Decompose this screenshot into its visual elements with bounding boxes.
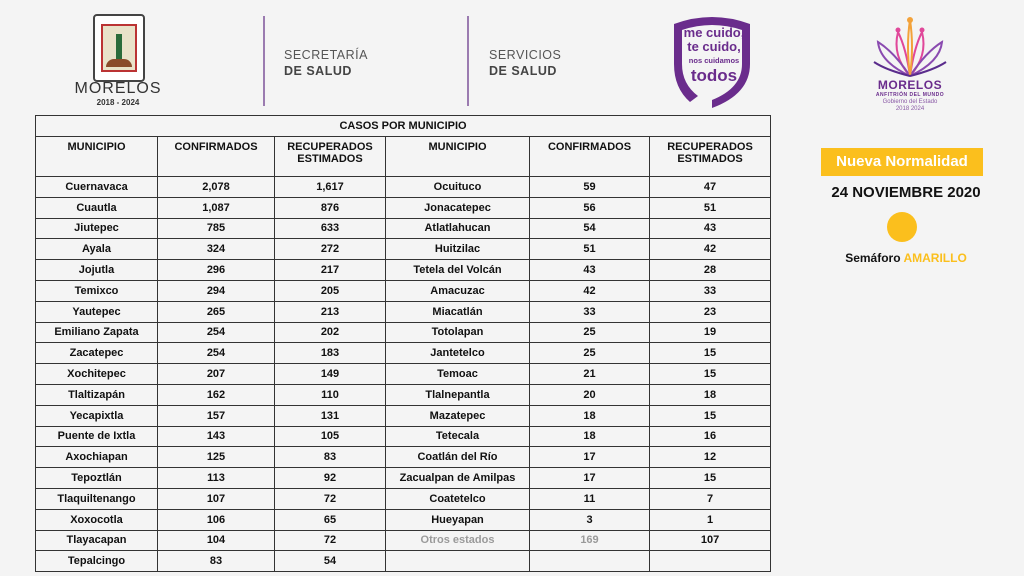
table-caption-row bbox=[36, 116, 771, 137]
cell-recuperados: 149 bbox=[275, 364, 386, 385]
cell-recuperados: 876 bbox=[275, 197, 386, 218]
cell-municipio: Jojutla bbox=[36, 260, 158, 281]
campaign-slogan: me cuido, te cuido, nos cuidamos todos bbox=[683, 25, 745, 85]
table-row bbox=[36, 551, 771, 572]
morelos-flower-logo-icon bbox=[872, 12, 948, 82]
cell-recuperados: 205 bbox=[275, 280, 386, 301]
table-row bbox=[36, 426, 771, 447]
cell-confirmados: 83 bbox=[158, 551, 275, 572]
cell-recuperados: 51 bbox=[650, 197, 771, 218]
cell-recuperados: 72 bbox=[275, 530, 386, 551]
gov-name: MORELOS bbox=[877, 78, 943, 92]
cell-confirmados: 20 bbox=[530, 384, 650, 405]
cell-municipio: Jantetelco bbox=[386, 343, 530, 364]
table-row bbox=[36, 447, 771, 468]
cell-municipio: Huitzilac bbox=[386, 239, 530, 260]
table-row bbox=[36, 405, 771, 426]
cell-municipio: Totolapan bbox=[386, 322, 530, 343]
cell-confirmados: 2,078 bbox=[158, 177, 275, 198]
secretaria-de-salud: SECRETARÍA DE SALUD bbox=[284, 48, 368, 78]
cell-confirmados: 169 bbox=[530, 530, 650, 551]
table-row bbox=[36, 468, 771, 489]
servicios-de-salud: SERVICIOS DE SALUD bbox=[489, 48, 562, 78]
cell-recuperados: 15 bbox=[650, 343, 771, 364]
cell-recuperados: 272 bbox=[275, 239, 386, 260]
cell-recuperados: 83 bbox=[275, 447, 386, 468]
cell-confirmados: 59 bbox=[530, 177, 650, 198]
semaforo-status bbox=[806, 251, 1006, 265]
table-row bbox=[36, 364, 771, 385]
cell-municipio: Xochitepec bbox=[36, 364, 158, 385]
cell-recuperados: 15 bbox=[650, 405, 771, 426]
cell-confirmados: 54 bbox=[530, 218, 650, 239]
col-header-municipio: MUNICIPIO bbox=[36, 137, 158, 177]
cell-municipio bbox=[386, 551, 530, 572]
header-divider bbox=[467, 16, 469, 106]
cell-recuperados: 131 bbox=[275, 405, 386, 426]
cell-recuperados: 72 bbox=[275, 488, 386, 509]
table-row bbox=[36, 197, 771, 218]
cell-confirmados: 265 bbox=[158, 301, 275, 322]
cell-recuperados: 217 bbox=[275, 260, 386, 281]
cell-confirmados: 3 bbox=[530, 509, 650, 530]
nueva-normalidad-badge: Nueva Normalidad bbox=[821, 148, 983, 176]
cell-municipio: Ocuituco bbox=[386, 177, 530, 198]
cell-recuperados: 213 bbox=[275, 301, 386, 322]
state-name: MORELOS bbox=[74, 80, 162, 97]
cell-recuperados bbox=[650, 551, 771, 572]
semaforo-value: AMARILLO bbox=[903, 251, 967, 265]
cell-confirmados: 25 bbox=[530, 343, 650, 364]
table-row bbox=[36, 384, 771, 405]
table-row bbox=[36, 218, 771, 239]
cell-confirmados: 18 bbox=[530, 405, 650, 426]
table-row bbox=[36, 301, 771, 322]
table-row bbox=[36, 177, 771, 198]
cell-municipio: Amacuzac bbox=[386, 280, 530, 301]
cell-recuperados: 33 bbox=[650, 280, 771, 301]
cell-municipio: Atlatlahucan bbox=[386, 218, 530, 239]
cell-confirmados: 21 bbox=[530, 364, 650, 385]
cell-recuperados: 42 bbox=[650, 239, 771, 260]
cell-confirmados: 25 bbox=[530, 322, 650, 343]
state-coat-of-arms bbox=[93, 14, 145, 82]
cell-confirmados: 324 bbox=[158, 239, 275, 260]
header-divider bbox=[263, 16, 265, 106]
table-header-row bbox=[36, 137, 771, 177]
cell-municipio: Puente de Ixtla bbox=[36, 426, 158, 447]
cell-recuperados: 92 bbox=[275, 468, 386, 489]
cell-municipio: Temixco bbox=[36, 280, 158, 301]
state-years: 2018 - 2024 bbox=[96, 98, 140, 107]
cell-confirmados: 33 bbox=[530, 301, 650, 322]
cell-municipio: Tlalnepantla bbox=[386, 384, 530, 405]
cell-confirmados: 294 bbox=[158, 280, 275, 301]
col-header-confirmados: CONFIRMADOS bbox=[530, 137, 650, 177]
cell-confirmados: 43 bbox=[530, 260, 650, 281]
cell-confirmados: 1,087 bbox=[158, 197, 275, 218]
cell-recuperados: 23 bbox=[650, 301, 771, 322]
table-row bbox=[36, 239, 771, 260]
cell-municipio: Miacatlán bbox=[386, 301, 530, 322]
cell-recuperados: 105 bbox=[275, 426, 386, 447]
cell-recuperados: 1,617 bbox=[275, 177, 386, 198]
cell-municipio: Jonacatepec bbox=[386, 197, 530, 218]
gov-subtitle: Gobierno del Estado 2018 2024 bbox=[882, 99, 938, 112]
cell-confirmados bbox=[530, 551, 650, 572]
cell-municipio: Cuernavaca bbox=[36, 177, 158, 198]
cell-confirmados: 56 bbox=[530, 197, 650, 218]
cell-municipio: Yautepec bbox=[36, 301, 158, 322]
cell-municipio: Temoac bbox=[386, 364, 530, 385]
semaforo-label: Semáforo bbox=[845, 251, 901, 265]
report-date: 24 NOVIEMBRE 2020 bbox=[831, 184, 981, 201]
cell-municipio: Hueyapan bbox=[386, 509, 530, 530]
cell-confirmados: 125 bbox=[158, 447, 275, 468]
cell-confirmados: 254 bbox=[158, 343, 275, 364]
cell-recuperados: 28 bbox=[650, 260, 771, 281]
table-row bbox=[36, 488, 771, 509]
cell-municipio: Tepalcingo bbox=[36, 551, 158, 572]
table-row bbox=[36, 260, 771, 281]
col-header-municipio: MUNICIPIO bbox=[386, 137, 530, 177]
col-header-recuperados: RECUPERADOS ESTIMADOS bbox=[275, 137, 386, 177]
cell-recuperados: 43 bbox=[650, 218, 771, 239]
table-caption: CASOS POR MUNICIPIO bbox=[36, 116, 771, 137]
cell-confirmados: 162 bbox=[158, 384, 275, 405]
cell-confirmados: 104 bbox=[158, 530, 275, 551]
cell-recuperados: 107 bbox=[650, 530, 771, 551]
cell-municipio: Ayala bbox=[36, 239, 158, 260]
cell-municipio: Emiliano Zapata bbox=[36, 322, 158, 343]
cell-municipio: Tetecala bbox=[386, 426, 530, 447]
cell-recuperados: 633 bbox=[275, 218, 386, 239]
cell-municipio: Otros estados bbox=[386, 530, 530, 551]
cell-recuperados: 1 bbox=[650, 509, 771, 530]
cell-confirmados: 11 bbox=[530, 488, 650, 509]
table-row bbox=[36, 322, 771, 343]
cell-confirmados: 17 bbox=[530, 447, 650, 468]
cell-recuperados: 15 bbox=[650, 364, 771, 385]
cell-municipio: Tlayacapan bbox=[36, 530, 158, 551]
col-header-confirmados: CONFIRMADOS bbox=[158, 137, 275, 177]
cell-municipio: Tlaltizapán bbox=[36, 384, 158, 405]
gov-tagline: ANFITRIÓN DEL MUNDO bbox=[875, 92, 945, 98]
cell-municipio: Zacualpan de Amilpas bbox=[386, 468, 530, 489]
cell-municipio: Yecapixtla bbox=[36, 405, 158, 426]
cell-recuperados: 19 bbox=[650, 322, 771, 343]
cell-municipio: Tlaquiltenango bbox=[36, 488, 158, 509]
cell-recuperados: 183 bbox=[275, 343, 386, 364]
cell-confirmados: 113 bbox=[158, 468, 275, 489]
table-row bbox=[36, 530, 771, 551]
cell-recuperados: 110 bbox=[275, 384, 386, 405]
cell-municipio: Xoxocotla bbox=[36, 509, 158, 530]
cell-recuperados: 202 bbox=[275, 322, 386, 343]
cell-municipio: Jiutepec bbox=[36, 218, 158, 239]
cell-confirmados: 42 bbox=[530, 280, 650, 301]
cell-municipio: Coatlán del Río bbox=[386, 447, 530, 468]
cell-municipio: Mazatepec bbox=[386, 405, 530, 426]
cell-confirmados: 296 bbox=[158, 260, 275, 281]
cell-confirmados: 107 bbox=[158, 488, 275, 509]
cell-confirmados: 785 bbox=[158, 218, 275, 239]
cell-municipio: Coatetelco bbox=[386, 488, 530, 509]
cell-municipio: Tetela del Volcán bbox=[386, 260, 530, 281]
cell-confirmados: 18 bbox=[530, 426, 650, 447]
cell-recuperados: 16 bbox=[650, 426, 771, 447]
cell-recuperados: 47 bbox=[650, 177, 771, 198]
cell-municipio: Axochiapan bbox=[36, 447, 158, 468]
cell-confirmados: 51 bbox=[530, 239, 650, 260]
col-header-recuperados: RECUPERADOS ESTIMADOS bbox=[650, 137, 771, 177]
cell-municipio: Cuautla bbox=[36, 197, 158, 218]
cell-recuperados: 15 bbox=[650, 468, 771, 489]
cell-recuperados: 18 bbox=[650, 384, 771, 405]
cell-confirmados: 106 bbox=[158, 509, 275, 530]
cell-confirmados: 143 bbox=[158, 426, 275, 447]
cell-recuperados: 54 bbox=[275, 551, 386, 572]
cell-confirmados: 254 bbox=[158, 322, 275, 343]
cases-table bbox=[35, 115, 771, 572]
cell-recuperados: 12 bbox=[650, 447, 771, 468]
table-row bbox=[36, 280, 771, 301]
table-row bbox=[36, 343, 771, 364]
cell-municipio: Tepoztlán bbox=[36, 468, 158, 489]
table-row bbox=[36, 509, 771, 530]
header bbox=[0, 0, 1024, 112]
cell-confirmados: 157 bbox=[158, 405, 275, 426]
cell-municipio: Zacatepec bbox=[36, 343, 158, 364]
cell-confirmados: 207 bbox=[158, 364, 275, 385]
cell-confirmados: 17 bbox=[530, 468, 650, 489]
cell-recuperados: 7 bbox=[650, 488, 771, 509]
cell-recuperados: 65 bbox=[275, 509, 386, 530]
semaforo-light-icon bbox=[887, 212, 917, 242]
